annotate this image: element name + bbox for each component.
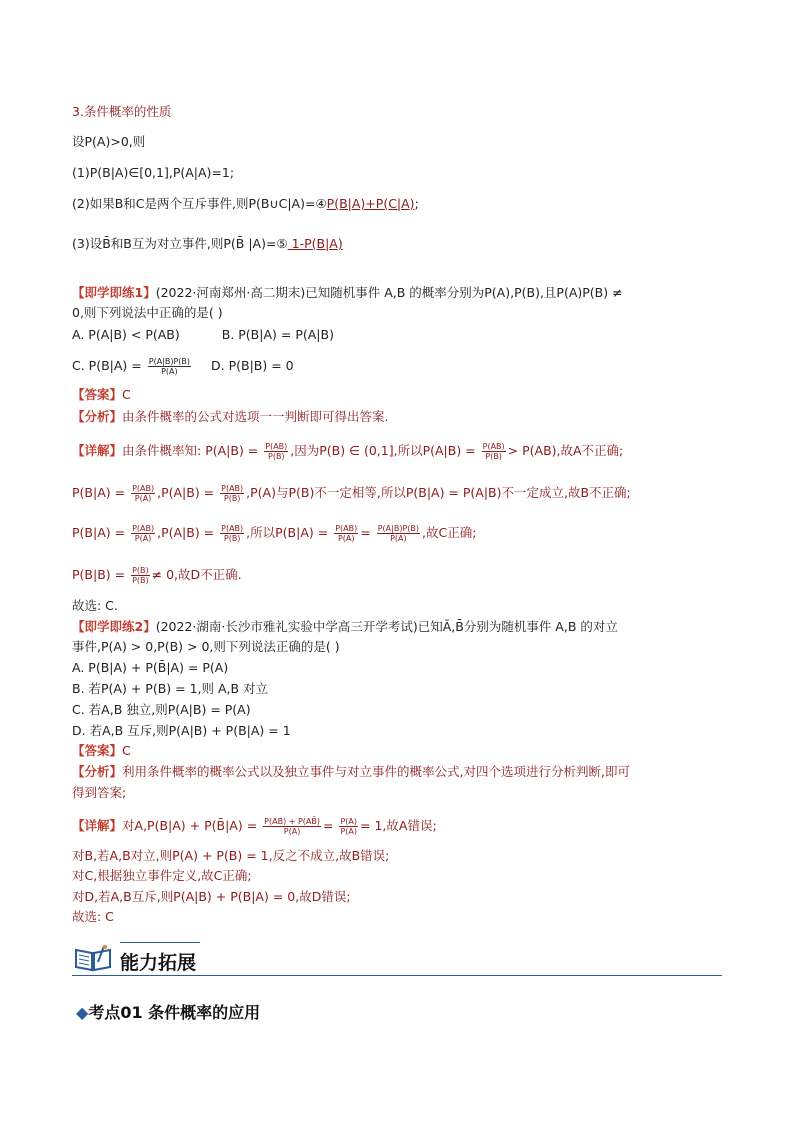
diamond-icon: ◆ — [76, 1003, 89, 1022]
ex2-answer: 【答案】C — [72, 743, 131, 758]
header-top-rule — [120, 942, 200, 943]
ex1-detail-4: P(B|B) = $\frac{P(B)}{P(B)}$ ≠ 0,故D不正确. — [72, 566, 242, 585]
ex1-final: 故选: C. — [72, 598, 118, 613]
ex2-option-d: D. 若A,B 互斥,则P(A|B) + P(B|A) = 1 — [72, 723, 291, 738]
ex1-options-cd — [72, 357, 294, 376]
section-3-title: 3.条件概率的性质 — [72, 104, 172, 119]
ex2-final: 故选: C — [72, 909, 114, 924]
ex1-q1: (2022·河南郑州·高二期末)已知随机事件 A,B 的概率分别为P(A),P(B),且P(A)P(B) ≠ — [155, 285, 623, 300]
ex2-analysis-1: 【分析】利用条件概率的概率公式以及独立事件与对立事件的概率公式,对四个选项进行分析判断,即可 — [72, 764, 630, 779]
ex1-option-b: B. P(B|A) = P(A|B) — [221, 327, 334, 342]
ex1-option-c-fraction: $\frac{P(A|B)P(B)}{P(A)}$ — [148, 357, 191, 376]
ex2-option-b: B. 若P(A) + P(B) = 1,则 A,B 对立 — [72, 681, 269, 696]
ex2-detail-1: 【详解】对A,P(B|A) + P(B̄|A) = $\frac{P(AB) + P(AB̄)}{P(A)}$ = $\frac{P(A)}{P(A)}$ = 1,故A错误; — [72, 817, 437, 836]
ex2-option-c: C. 若A,B 独立,则P(A|B) = P(A) — [72, 702, 251, 717]
property-3 — [72, 236, 343, 252]
key-point-heading — [76, 1000, 260, 1023]
header-rule — [72, 975, 722, 977]
b-bar-2: B̄ — [235, 236, 245, 251]
ex2-detail-4: 对D,若A,B互斥,则P(A|B) + P(B|A) = 0,故D错误; — [72, 889, 351, 904]
ex2-question-line1: 【即学即练2】(2022·湖南·长沙市雅礼实验中学高三开学考试)已知Ā,B̄分别为随机事件 A,B 的对立 — [72, 619, 618, 634]
open-book-icon — [74, 944, 112, 972]
property-3-mid: 和B互为对立事件,则P( — [110, 236, 236, 251]
ex1-detail-1: 【详解】由条件概率知: P(A|B) = $\frac{P(AB)}{P(B)}$ ,因为P(B) ∈ (0,1],所以P(A|B) = $\frac{P(AB)}{P(B)}$ > P(AB),故A不正确; — [72, 442, 624, 461]
ex2-question-line2: 事件,P(A) > 0,P(B) > 0,则下列说法正确的是( ) — [72, 639, 340, 654]
property-2-text: (2)如果B和C是两个互斥事件,则P(B∪C|A)=④ — [72, 196, 327, 211]
ex1-question-line2: 0,则下列说法中正确的是( ) — [72, 305, 223, 320]
ex1-options-ab — [72, 327, 334, 343]
property-2 — [72, 196, 419, 212]
ex2-option-a: A. P(B|A) + P(B̄|A) = P(A) — [72, 660, 229, 675]
ex1-option-c: C. P(B|A) = — [72, 358, 142, 373]
ex1-answer: 【答案】C — [72, 387, 131, 402]
ex1-detail-2: P(B|A) = $\frac{P(AB)}{P(A)}$ ,P(A|B) = $\frac{P(AB)}{P(B)}$ ,P(A)与P(B)不一定相等,所以P(B|A) = P(A|B)不一定成立,故B不正确; — [72, 484, 631, 503]
property-2-answer: P(B|A)+P(C|A) — [326, 196, 415, 211]
assumption: 设P(A)>0,则 — [72, 134, 146, 149]
property-3-answer: 1-P(B|A) — [287, 236, 343, 251]
ex1-option-d: D. P(B|B) = 0 — [211, 358, 294, 373]
ex2-analysis-2: 得到答案; — [72, 785, 127, 800]
key-point-title: 考点01 条件概率的应用 — [88, 1003, 261, 1022]
b-bar: B̄ — [102, 236, 111, 251]
ex1-analysis: 【分析】由条件概率的公式对选项一一判断即可得出答案. — [72, 409, 389, 424]
ex2-detail-2: 对B,若A,B对立,则P(A) + P(B) = 1,反之不成立,故B错误; — [72, 848, 390, 863]
ex1-option-a: A. P(A|B) < P(AB) — [72, 327, 180, 342]
ex2-detail-3: 对C,根据独立事件定义,故C正确; — [72, 868, 252, 883]
property-3-mid2: |A)=⑤ — [244, 236, 288, 251]
property-3-text: (3)设 — [72, 236, 103, 251]
ex1-tag: 【即学即练1】 — [72, 285, 156, 300]
section-title: 能力拓展 — [120, 952, 197, 974]
ex1-question-line1 — [72, 285, 623, 301]
property-1: (1)P(B|A)∈[0,1],P(A|A)=1; — [72, 165, 235, 180]
property-2-end: ; — [414, 196, 419, 211]
section-header — [72, 938, 722, 978]
ex1-detail-3: P(B|A) = $\frac{P(AB)}{P(A)}$ ,P(A|B) = $\frac{P(AB)}{P(B)}$ ,所以P(B|A) = $\frac{P(AB)}{P(A)}$ = $\frac{P(A|B)P(B)}{P(A)}$ ,故C正确; — [72, 524, 477, 543]
